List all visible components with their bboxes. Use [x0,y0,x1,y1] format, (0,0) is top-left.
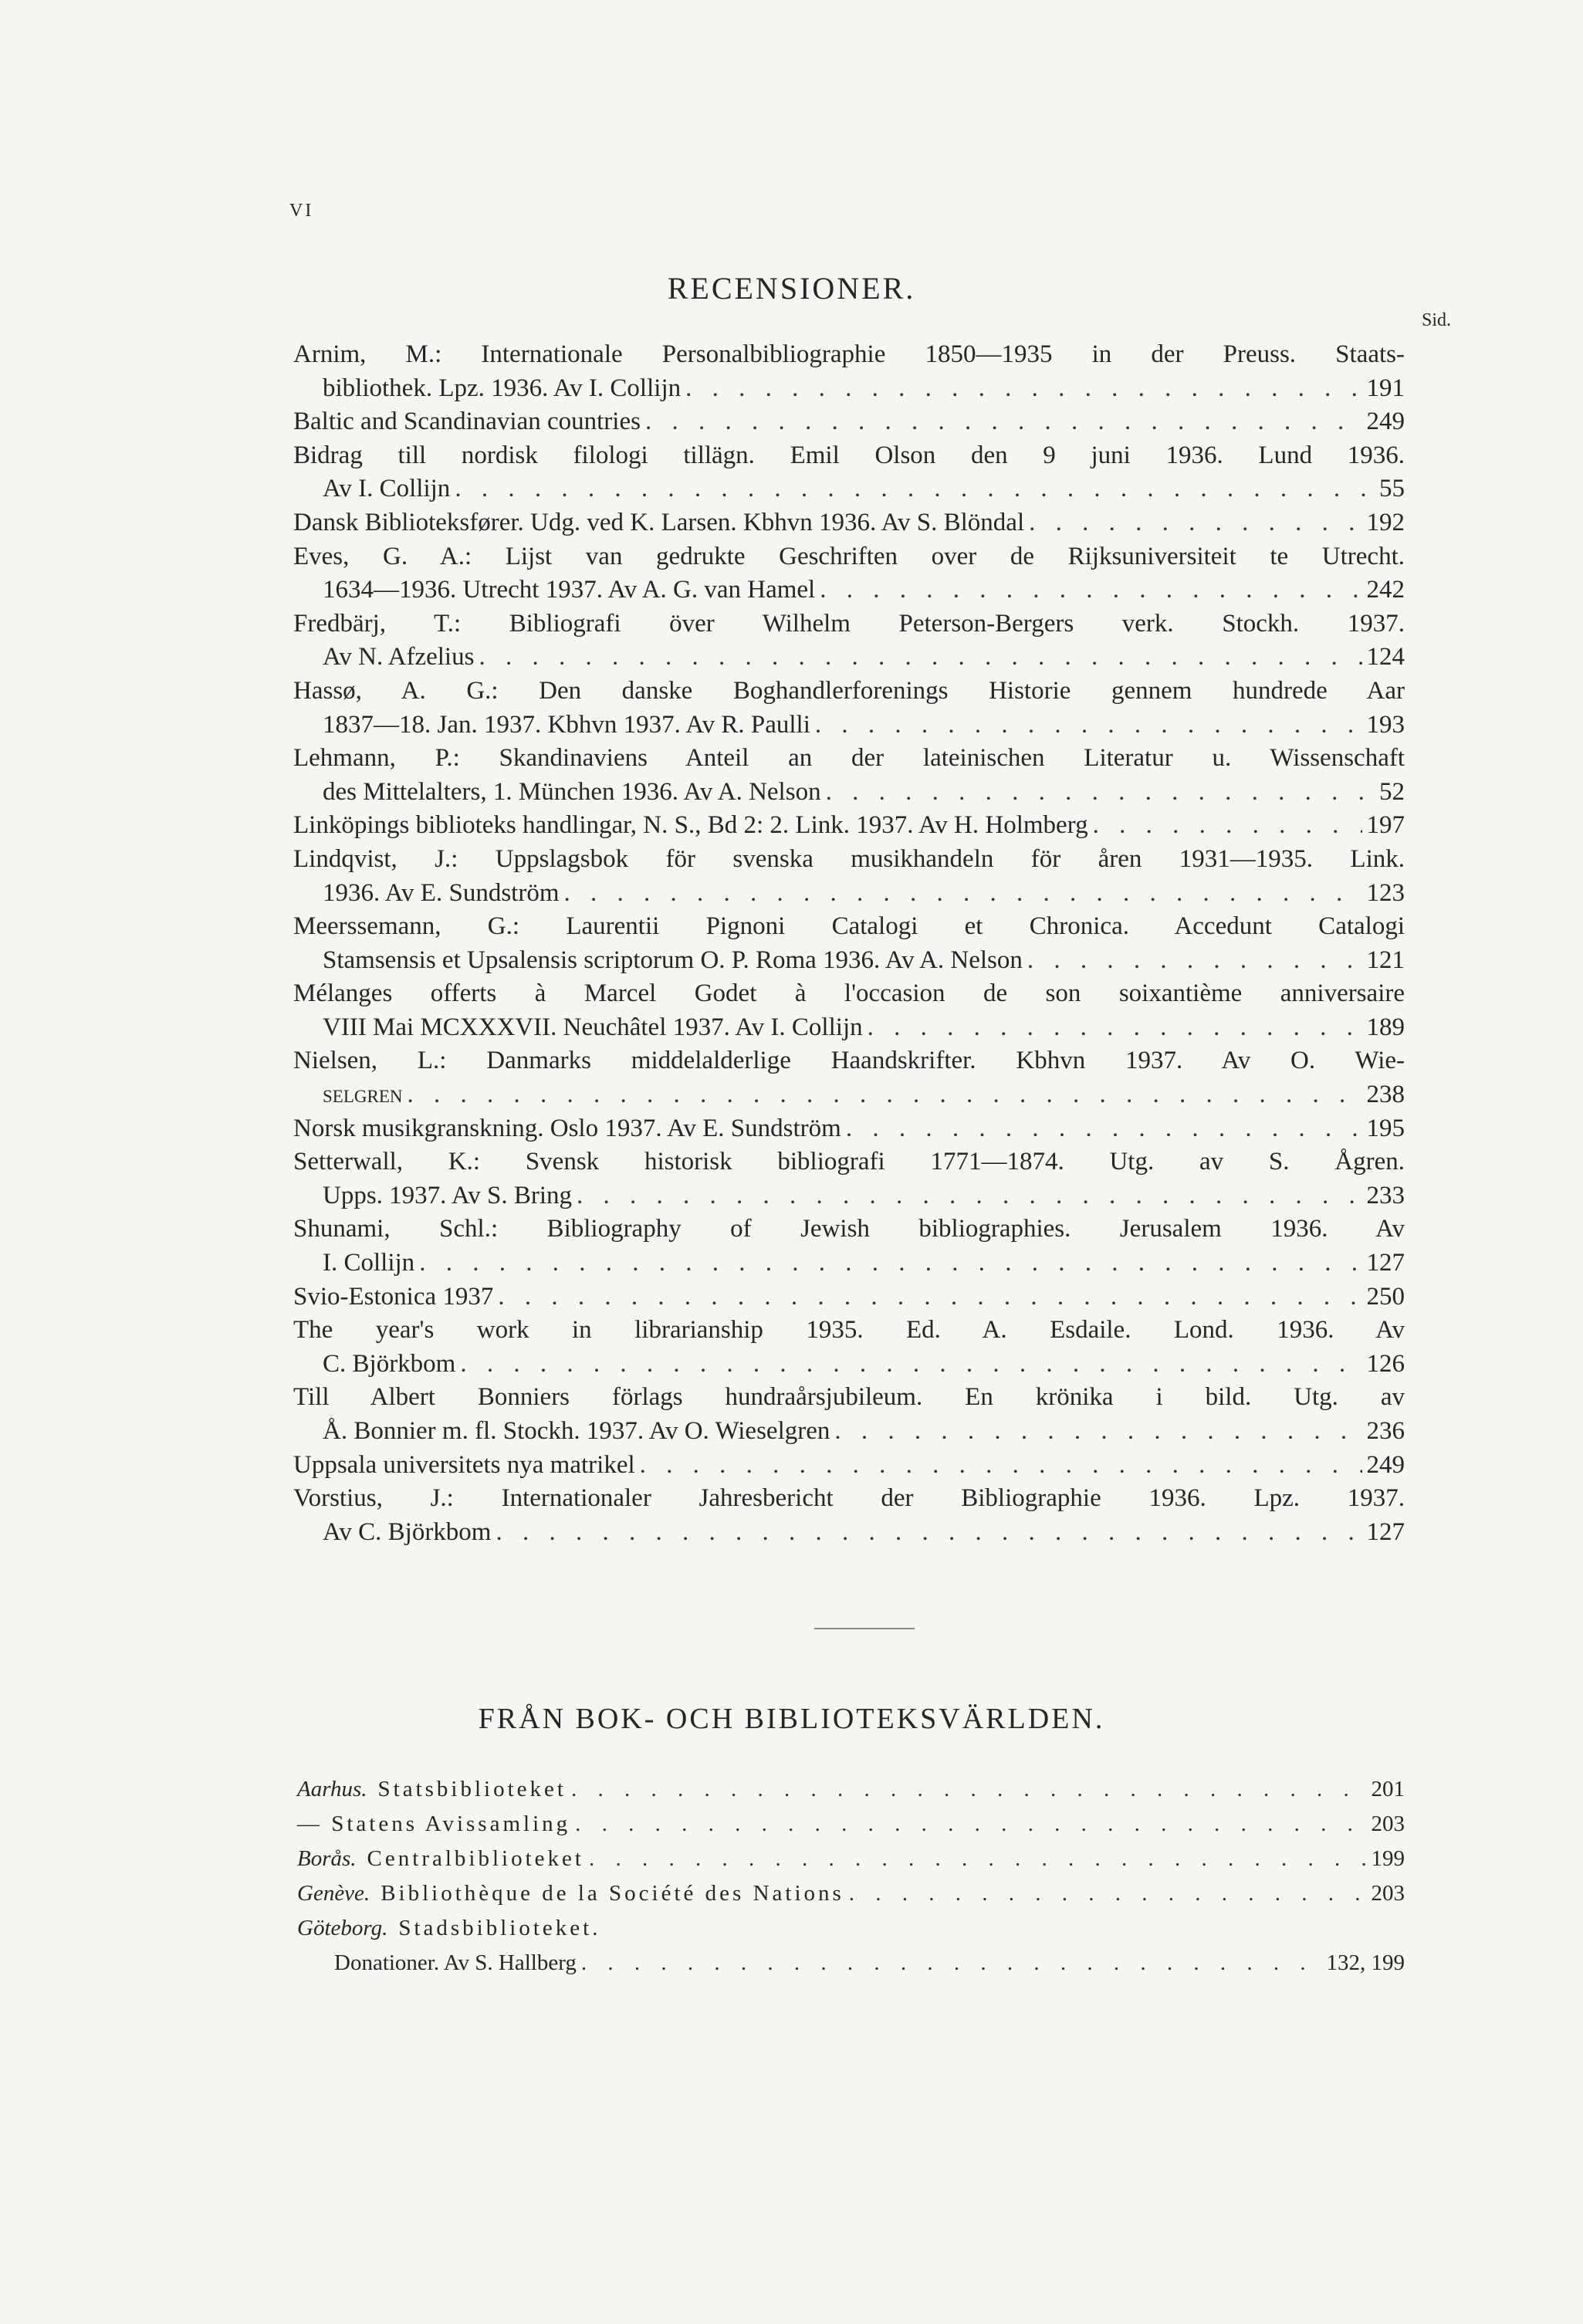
entry-line: selgren . . . 238 [293,1078,1405,1112]
page-folio: VI [289,201,314,221]
fran-line: Aarhus. Statsbiblioteket . . . 201 [297,1772,1405,1807]
fran-line: Borås. Centralbiblioteket . . . 199 [297,1842,1405,1876]
entry-line: Meerssemann, G.: Laurentii Pignoni Catalogi et Chronica. Accedunt Catalogi [293,912,1405,941]
entry-line: Linköpings biblioteks handlingar, N. S., Bd 2: 2. Link. 1937. Av H. Holmberg . . . 197 [293,809,1405,843]
place-name: Aarhus. [297,1777,367,1801]
entry-line: Arnim, M.: Internationale Personalbibliographie 1850—1935 in der Preuss. Staats- [293,340,1405,368]
entry-line: des Mittelalters, 1. München 1936. Av A. Nelson . . . 52 [293,776,1405,810]
entry-line: Av I. Collijn . . . 55 [293,472,1405,506]
dot-leader [1093,809,1362,843]
dot-leader [498,1280,1361,1314]
fran-list [297,1772,1405,1981]
section-title-fran: FRÅN BOK- OCH BIBLIOTEKSVÄRLDEN. [478,1703,1105,1735]
page-number: 197 [1366,811,1405,840]
dot-leader [496,1516,1361,1550]
dot-leader [685,372,1361,406]
page-number: 121 [1366,945,1405,974]
page-number: 199 [1371,1846,1405,1871]
entry-line: Uppsala universitets nya matrikel . . . 249 [293,1449,1405,1483]
dot-leader [589,1842,1367,1876]
page-number: 189 [1366,1013,1405,1041]
place-name: Göteborg. [297,1916,388,1940]
entry-line: The year's work in librarianship 1935. Ed. A. Esdaile. Lond. 1936. Av [293,1316,1405,1345]
entry-line: Lindqvist, J.: Uppslagsbok för svenska musikhandeln för åren 1931—1935. Link. [293,844,1405,873]
entry-line: Shunami, Schl.: Bibliography of Jewish bibliographies. Jerusalem 1936. Av [293,1215,1405,1243]
dot-leader [1029,506,1361,540]
entry-line: Dansk Biblioteksfører. Udg. ved K. Larsen. Kbhvn 1936. Av S. Blöndal . . . 192 [293,506,1405,540]
entry-line: 1837—18. Jan. 1937. Kbhvn 1937. Av R. Paulli . . . 193 [293,709,1405,743]
page-number: 250 [1366,1282,1405,1311]
dot-leader [581,1946,1322,1981]
page-number: 195 [1366,1114,1405,1142]
entry-line: I. Collijn . . . 127 [293,1247,1405,1280]
section-divider [814,1628,915,1629]
dot-leader [575,1807,1366,1842]
page-number: 123 [1366,878,1405,907]
page-number: 124 [1366,643,1405,671]
dot-leader [408,1078,1362,1112]
entry-line: Av C. Björkbom . . . 127 [293,1516,1405,1550]
dot-leader [455,472,1375,506]
entry-line: Till Albert Bonniers förlags hundraårsjubileum. En krönika i bild. Utg. av [293,1383,1405,1412]
entry-line: Norsk musikgranskning. Oslo 1937. Av E. Sundström . . . 195 [293,1112,1405,1146]
page-number: 236 [1366,1417,1405,1445]
fran-line: Donationer. Av S. Hallberg . . . 132, 199 [297,1946,1405,1981]
dot-leader [815,709,1362,743]
entry-line: Eves, G. A.: Lijst van gedrukte Geschriften over de Rijksuniversiteit te Utrecht. [293,542,1405,570]
entry-line: Fredbärj, T.: Bibliografi över Wilhelm Peterson-Bergers verk. Stockh. 1937. [293,609,1405,638]
entry-line: Hassø, A. G.: Den danske Boghandlerforenings Historie gennem hundrede Aar [293,676,1405,705]
page-number: 52 [1379,777,1405,806]
dot-leader [868,1011,1362,1045]
page-number: 238 [1366,1081,1405,1109]
entry-line: 1936. Av E. Sundström . . . 123 [293,877,1405,911]
dot-leader [479,641,1361,675]
page-number: 132, 199 [1326,1950,1405,1975]
section-title-recensioner: RECENSIONER. [667,271,916,306]
dot-leader [826,776,1375,810]
place-name: Genève. [297,1881,370,1906]
page-number: 233 [1366,1181,1405,1209]
page-number: 191 [1366,374,1405,402]
dot-leader [571,1772,1367,1807]
page-number: 242 [1366,576,1405,604]
dot-leader [419,1247,1361,1280]
entry-line: Bidrag till nordisk filologi tillägn. Emil Olson den 9 juni 1936. Lund 1936. [293,441,1405,469]
page-number: 249 [1366,1450,1405,1479]
entry-line: Mélanges offerts à Marcel Godet à l'occasion de son soixantième anniversaire [293,979,1405,1008]
dot-leader [460,1348,1361,1382]
entry-line: Svio-Estonica 1937 . . . 250 [293,1280,1405,1314]
page-number: 127 [1366,1517,1405,1546]
place-name: Borås. [297,1846,357,1871]
entry-line: 1634—1936. Utrecht 1937. Av A. G. van Hamel . . . 242 [293,573,1405,607]
entry-line: Upps. 1937. Av S. Bring . . . 233 [293,1179,1405,1213]
page-column-header: Sid. [1421,310,1451,330]
entry-line: bibliothek. Lpz. 1936. Av I. Collijn . . . 191 [293,372,1405,406]
dot-leader [645,405,1362,439]
entry-line: VIII Mai MCXXXVII. Neuchâtel 1937. Av I. Collijn . . . 189 [293,1011,1405,1045]
dot-leader [849,1876,1367,1911]
fran-line: — Statens Avissamling . . . 203 [297,1807,1405,1842]
dot-leader [834,1415,1361,1449]
page-number: 193 [1366,710,1405,739]
fran-line: Genève. Bibliothèque de la Société des Nations . . . 203 [297,1876,1405,1911]
recensioner-list [293,338,1405,1549]
dot-leader [640,1449,1362,1483]
entry-line: Å. Bonnier m. fl. Stockh. 1937. Av O. Wieselgren . . . 236 [293,1415,1405,1449]
entry-line: Stamsensis et Upsalensis scriptorum O. P. Roma 1936. Av A. Nelson . . . 121 [293,944,1405,978]
page-number: 55 [1379,475,1405,503]
page-number: 192 [1366,508,1405,536]
entry-line: Setterwall, K.: Svensk historisk bibliografi 1771—1874. Utg. av S. Ågren. [293,1148,1405,1176]
page-number: 203 [1371,1812,1405,1836]
dot-leader [564,877,1362,911]
dot-leader [1027,944,1362,978]
page-number: 201 [1371,1777,1405,1801]
page-number: 249 [1366,408,1405,436]
entry-line: C. Björkbom . . . 126 [293,1348,1405,1382]
entry-line: Av N. Afzelius . . . 124 [293,641,1405,675]
fran-line: Göteborg. Stadsbiblioteket. [297,1911,1405,1946]
page-number: 126 [1366,1349,1405,1378]
page-number: 203 [1371,1881,1405,1906]
entry-line: Lehmann, P.: Skandinaviens Anteil an der lateinischen Literatur u. Wissenschaft [293,744,1405,773]
dot-leader [846,1112,1362,1146]
dot-leader [820,573,1361,607]
page-number: 127 [1366,1249,1405,1277]
dot-leader [577,1179,1361,1213]
entry-line: Nielsen, L.: Danmarks middelalderlige Haandskrifter. Kbhvn 1937. Av O. Wie- [293,1047,1405,1075]
entry-line: Baltic and Scandinavian countries . . . 249 [293,405,1405,439]
entry-line: Vorstius, J.: Internationaler Jahresbericht der Bibliographie 1936. Lpz. 1937. [293,1484,1405,1513]
